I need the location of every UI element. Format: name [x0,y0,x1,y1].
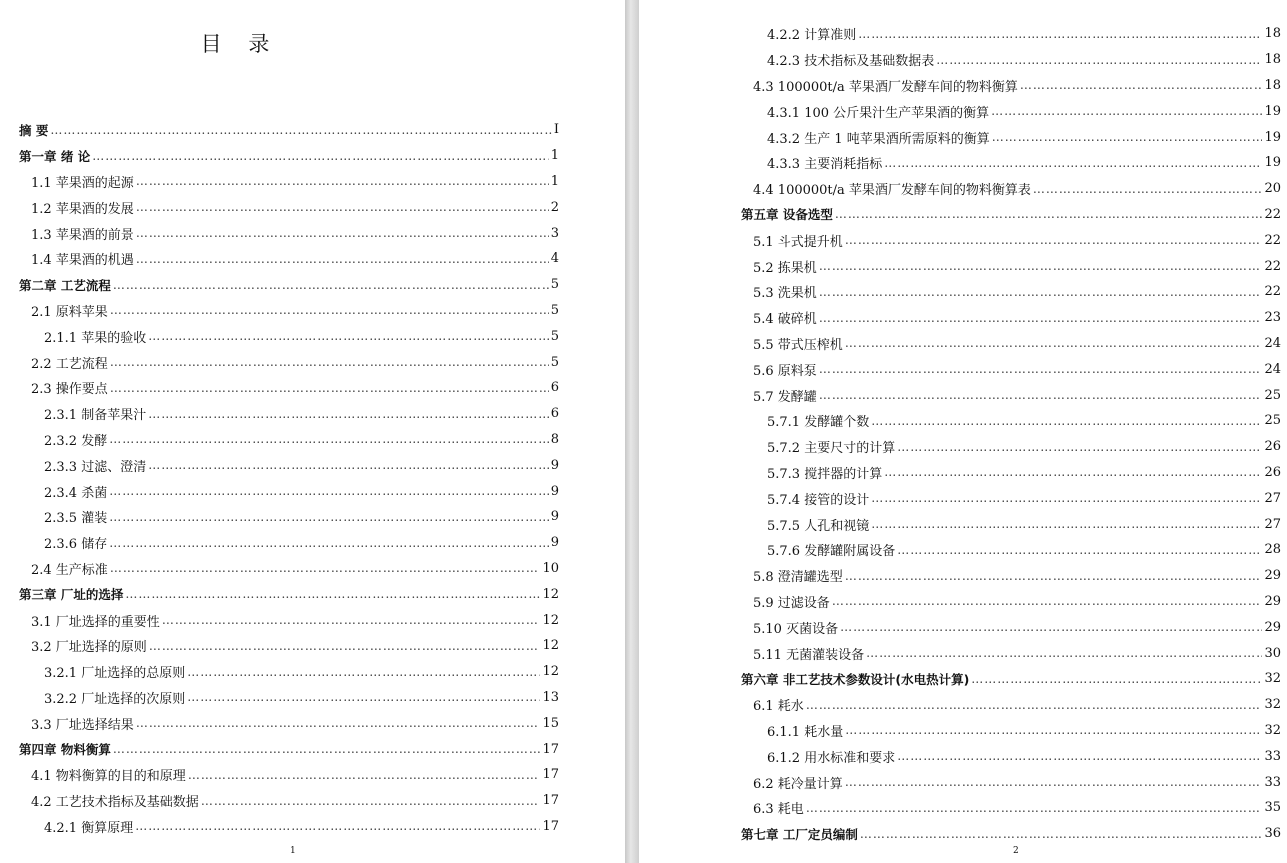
toc-leader-dots [109,484,549,498]
toc-leader-dots [187,665,540,679]
toc-leader-dots [897,440,1262,454]
toc-leader-dots [819,311,1263,325]
toc-entry-page: 32 [1264,671,1281,687]
toc-entry[interactable] [639,640,1287,666]
toc-leader-dots [866,646,1262,660]
toc-entry-page: 17 [542,793,559,809]
toc-entry-page: 26 [1264,464,1281,480]
page-number: 1 [290,846,296,856]
toc-entry-page: 29 [1264,568,1281,584]
toc-entry[interactable] [639,614,1287,640]
toc-entry[interactable] [639,769,1287,795]
toc-entry[interactable] [0,169,625,195]
toc-entry[interactable] [0,788,625,814]
toc-entry-label: 5.7 发酵罐 [753,389,817,405]
toc-entry-page: 29 [1264,619,1281,635]
toc-entry-label: 摘 要 [19,122,49,138]
toc-entry[interactable] [639,150,1287,176]
toc-entry-label: 2.1.1 苹果的验收 [44,330,147,346]
toc-entry[interactable] [0,633,625,659]
toc-entry-page: 5 [550,302,559,318]
toc-page-left [0,0,625,863]
toc-entry-page: 17 [542,767,559,783]
toc-entry-page: 12 [542,612,559,628]
toc-entry-label: 1.3 苹果酒的前景 [31,227,134,243]
toc-entry[interactable] [0,401,625,427]
toc-entry-label: 5.1 斗式提升机 [753,234,843,250]
toc-entry-page: I [553,122,559,138]
toc-entry-page: 36 [1264,826,1281,842]
toc-entry[interactable] [639,821,1287,847]
toc-entry-label: 1.2 苹果酒的发展 [31,201,134,217]
page-gutter [625,0,639,863]
toc-entry[interactable] [639,202,1287,228]
toc-entry-page: 22 [1264,206,1281,222]
toc-entry-page: 6 [550,380,559,396]
toc-entry[interactable] [0,504,625,530]
toc-entry-page: 22 [1264,284,1281,300]
toc-entry-label: 3.3 厂址选择结果 [31,717,134,733]
toc-entry-label: 2.3.1 制备苹果汁 [44,408,147,424]
toc-leader-dots [845,569,1263,583]
toc-entry-label: 5.7.4 接管的设计 [767,492,870,508]
toc-entry-page: 20 [1264,181,1281,197]
toc-leader-dots [110,561,541,575]
toc-leader-dots [1020,78,1263,92]
toc-entry-label: 2.3.6 储存 [44,537,108,553]
toc-entry[interactable] [0,246,625,272]
toc-entry-page: 9 [550,509,559,525]
toc-leader-dots [806,698,1263,712]
toc-entry[interactable] [639,47,1287,73]
toc-leader-dots [113,742,541,756]
toc-leader-dots [148,458,549,472]
toc-leader-dots [1033,182,1263,196]
toc-entry-label: 2.2 工艺流程 [31,356,108,372]
toc-entry-label: 3.2.2 厂址选择的次原则 [44,691,186,707]
toc-entry[interactable] [639,718,1287,744]
toc-entry-label: 5.8 澄清罐选型 [753,570,843,586]
toc-entry-page: 1 [550,173,559,189]
toc-leader-dots [819,259,1263,273]
toc-entry[interactable] [0,762,625,788]
toc-entry[interactable] [639,331,1287,357]
toc-entry-page: 9 [550,535,559,551]
toc-leader-dots [806,801,1263,815]
toc-entry[interactable] [639,537,1287,563]
toc-leader-dots [871,414,1262,428]
toc-entry[interactable] [0,194,625,220]
toc-entry-page: 17 [542,818,559,834]
toc-leader-dots [148,407,549,421]
toc-entry-page: 32 [1264,722,1281,738]
toc-entry-label: 5.5 带式压榨机 [753,337,843,353]
toc-leader-dots [936,53,1262,67]
toc-entry-label: 第七章 工厂定员编制 [741,826,858,842]
toc-entry-label: 2.3.3 过滤、澄清 [44,459,147,475]
toc-leader-dots [136,716,541,730]
toc-entry-page: 5 [550,277,559,293]
toc-entry-label: 3.2.1 厂址选择的总原则 [44,666,186,682]
toc-entry-label: 4.3.2 生产 1 吨苹果酒所需原料的衡算 [767,131,990,147]
toc-entry-page: 27 [1264,490,1281,506]
toc-entry-page: 12 [542,638,559,654]
toc-entry[interactable] [639,434,1287,460]
toc-entry[interactable] [639,227,1287,253]
toc-leader-dots [135,819,540,833]
toc-entry-page: 28 [1264,542,1281,558]
toc-entry-label: 6.2 耗冷量计算 [753,776,843,792]
toc-entry-label: 5.7.1 发酵罐个数 [767,415,870,431]
toc-entry-page: 12 [542,586,559,602]
toc-entry[interactable] [0,452,625,478]
toc-leader-dots [92,149,549,163]
toc-entry-label: 第二章 工艺流程 [19,277,111,293]
toc-entry-label: 4.2 工艺技术指标及基础数据 [31,795,199,811]
toc-entry[interactable] [0,556,625,582]
toc-entry-page: 15 [542,715,559,731]
toc-entry-page: 4 [550,251,559,267]
toc-entry-page: 35 [1264,800,1281,816]
toc-entry-label: 5.7.3 搅拌器的计算 [767,466,883,482]
toc-entry[interactable] [0,220,625,246]
toc-entry-page: 10 [542,560,559,576]
toc-leader-dots [148,329,549,343]
toc-entry-label: 5.3 洗果机 [753,286,817,302]
toc-entry-label: 3.2 厂址选择的原则 [31,640,147,656]
toc-entry[interactable] [639,460,1287,486]
toc-entry-page: 19 [1264,129,1281,145]
toc-leader-dots [884,465,1262,479]
toc-entry-label: 第六章 非工艺技术参数设计(水电热计算) [741,671,970,687]
toc-leader-dots [50,123,552,137]
toc-entry-label: 5.10 灭菌设备 [753,621,839,637]
toc-leader-dots [110,355,549,369]
toc-entry-label: 第五章 设备选型 [741,207,833,223]
toc-entry-page: 13 [542,689,559,705]
toc-entry[interactable] [0,427,625,453]
toc-entry-page: 29 [1264,593,1281,609]
toc-entry-label: 4.3.3 主要消耗指标 [767,157,883,173]
toc-leader-dots [845,775,1263,789]
toc-leader-dots [860,827,1263,841]
toc-entry-label: 6.1.2 用水标准和要求 [767,750,896,766]
toc-entry-page: 33 [1264,774,1281,790]
toc-leader-dots [201,794,541,808]
toc-entry-page: 18 [1264,52,1281,68]
toc-entry-page: 5 [550,328,559,344]
toc-entry-page: 22 [1264,232,1281,248]
toc-entry-label: 2.3.5 灌装 [44,511,108,527]
toc-entry-page: 19 [1264,103,1281,119]
toc-entry-page: 30 [1264,645,1281,661]
toc-leader-dots [897,749,1262,763]
toc-entry-page: 8 [550,431,559,447]
toc-entry-label: 5.7.2 主要尺寸的计算 [767,441,896,457]
toc-entry[interactable] [639,98,1287,124]
toc-entry-label: 2.3 操作要点 [31,382,108,398]
toc-page-right [639,0,1287,863]
toc-entry-page: 24 [1264,361,1281,377]
toc-entry-label: 5.11 无菌灌装设备 [753,647,865,663]
toc-entry-label: 5.9 过滤设备 [753,595,830,611]
toc-leader-dots [149,639,541,653]
toc-entry-label: 4.4 100000t/a 苹果酒厂发酵车间的物料衡算表 [753,183,1031,199]
toc-entry[interactable] [639,743,1287,769]
toc-entry-label: 5.4 破碎机 [753,312,817,328]
toc-leader-dots [136,174,549,188]
toc-leader-dots [110,381,549,395]
toc-entry-label: 1.1 苹果酒的起源 [31,175,134,191]
toc-leader-dots [819,362,1263,376]
toc-entry[interactable] [639,356,1287,382]
toc-entry-label: 第一章 绪 论 [19,148,91,164]
toc-entry[interactable] [639,408,1287,434]
toc-leader-dots [871,491,1262,505]
toc-entry[interactable] [639,279,1287,305]
toc-leader-dots [971,672,1262,686]
toc-entry-page: 1 [550,148,559,164]
toc-entry-page: 12 [542,664,559,680]
toc-entry-label: 2.3.4 杀菌 [44,485,108,501]
toc-entry[interactable] [0,685,625,711]
toc-entry-label: 6.1.1 耗水量 [767,724,844,740]
toc-entry-page: 5 [550,354,559,370]
toc-entry-label: 1.4 苹果酒的机遇 [31,253,134,269]
toc-entry[interactable] [639,485,1287,511]
toc-entry-page: 26 [1264,439,1281,455]
toc-entry-label: 3.1 厂址选择的重要性 [31,614,160,630]
toc-entry[interactable] [639,21,1287,47]
toc-entry[interactable] [639,176,1287,202]
toc-entry-label: 4.2.2 计算准则 [767,28,857,44]
toc-leader-dots [992,130,1263,144]
toc-entry[interactable] [0,659,625,685]
toc-leader-dots [136,252,549,266]
toc-leader-dots [832,594,1263,608]
toc-leader-dots [819,285,1263,299]
toc-entry[interactable] [0,530,625,556]
toc-entry-page: 3 [550,225,559,241]
toc-entry[interactable] [0,298,625,324]
toc-leader-dots [125,587,540,601]
toc-entry-label: 4.1 物料衡算的目的和原理 [31,769,186,785]
toc-leader-dots [845,233,1263,247]
toc-entry-label: 2.4 生产标准 [31,562,108,578]
toc-entry-label: 5.6 原料泵 [753,363,817,379]
toc-entry[interactable] [0,710,625,736]
toc-entry-page: 25 [1264,413,1281,429]
toc-entry-label: 2.3.2 发酵 [44,433,108,449]
toc-entry-label: 5.7.6 发酵罐附属设备 [767,544,896,560]
toc-entry[interactable] [0,272,625,298]
toc-leader-dots [109,536,549,550]
toc-leader-dots [188,768,541,782]
toc-entry[interactable] [639,795,1287,821]
toc-entry-label: 4.3 100000t/a 苹果酒厂发酵车间的物料衡算 [753,79,1018,95]
toc-entry-page: 9 [550,483,559,499]
toc-leader-dots [162,613,541,627]
toc-entry-page: 27 [1264,516,1281,532]
toc-entry-label: 4.3.1 100 公斤果汁生产苹果酒的衡算 [767,105,990,121]
toc-leader-dots [858,27,1262,41]
toc-entry-label: 4.2.3 技术指标及基础数据表 [767,54,935,70]
toc-entry[interactable] [639,692,1287,718]
toc-entry-page: 6 [550,406,559,422]
toc-entry[interactable] [0,143,625,169]
toc-entry[interactable] [639,124,1287,150]
toc-entry[interactable] [0,814,625,840]
toc-leader-dots [897,543,1262,557]
toc-entry[interactable] [0,736,625,762]
toc-entry[interactable] [0,375,625,401]
toc-entry[interactable] [639,382,1287,408]
toc-entry-page: 19 [1264,155,1281,171]
toc-leader-dots [871,517,1262,531]
toc-leader-dots [845,336,1263,350]
toc-entry-label: 5.2 拣果机 [753,260,817,276]
toc-entry-page: 18 [1264,77,1281,93]
toc-entry-page: 18 [1264,26,1281,42]
toc-entry[interactable] [0,607,625,633]
toc-entry-page: 2 [550,199,559,215]
toc-entry-page: 25 [1264,387,1281,403]
toc-entry-page: 24 [1264,335,1281,351]
toc-entry-page: 32 [1264,697,1281,713]
toc-entry-label: 6.1 耗水 [753,699,804,715]
toc-entry-label: 2.1 原料苹果 [31,304,108,320]
toc-entry[interactable] [639,253,1287,279]
toc-leader-dots [109,432,549,446]
toc-entry-page: 9 [550,457,559,473]
toc-entry-label: 4.2.1 衡算原理 [44,820,134,836]
toc-entry[interactable] [639,511,1287,537]
toc-leader-dots [819,388,1263,402]
toc-leader-dots [840,620,1262,634]
toc-list-right [639,21,1287,847]
toc-title: 目 录 [200,32,280,56]
toc-entry-page: 22 [1264,258,1281,274]
toc-entry-page: 23 [1264,310,1281,326]
toc-leader-dots [136,226,549,240]
toc-entry-label: 5.7.5 人孔和视镜 [767,518,870,534]
toc-entry[interactable] [0,581,625,607]
toc-entry[interactable] [0,323,625,349]
toc-entry[interactable] [0,349,625,375]
toc-entry[interactable] [0,478,625,504]
toc-entry-label: 第三章 厂址的选择 [19,587,124,603]
toc-entry[interactable] [639,305,1287,331]
toc-leader-dots [884,156,1262,170]
toc-list-left [0,117,625,839]
toc-entry-label: 6.3 耗电 [753,802,804,818]
toc-leader-dots [835,207,1263,221]
toc-leader-dots [136,200,549,214]
toc-entry[interactable] [639,563,1287,589]
toc-entry-page: 33 [1264,748,1281,764]
toc-entry[interactable] [0,117,625,143]
toc-entry[interactable] [639,666,1287,692]
toc-leader-dots [109,510,549,524]
toc-leader-dots [845,723,1262,737]
toc-leader-dots [187,690,540,704]
toc-leader-dots [110,303,549,317]
toc-entry[interactable] [639,589,1287,615]
toc-entry-label: 第四章 物料衡算 [19,742,111,758]
toc-entry-page: 17 [542,741,559,757]
toc-entry[interactable] [639,73,1287,99]
toc-leader-dots [991,104,1262,118]
page-number: 2 [1013,846,1019,856]
toc-leader-dots [113,278,549,292]
